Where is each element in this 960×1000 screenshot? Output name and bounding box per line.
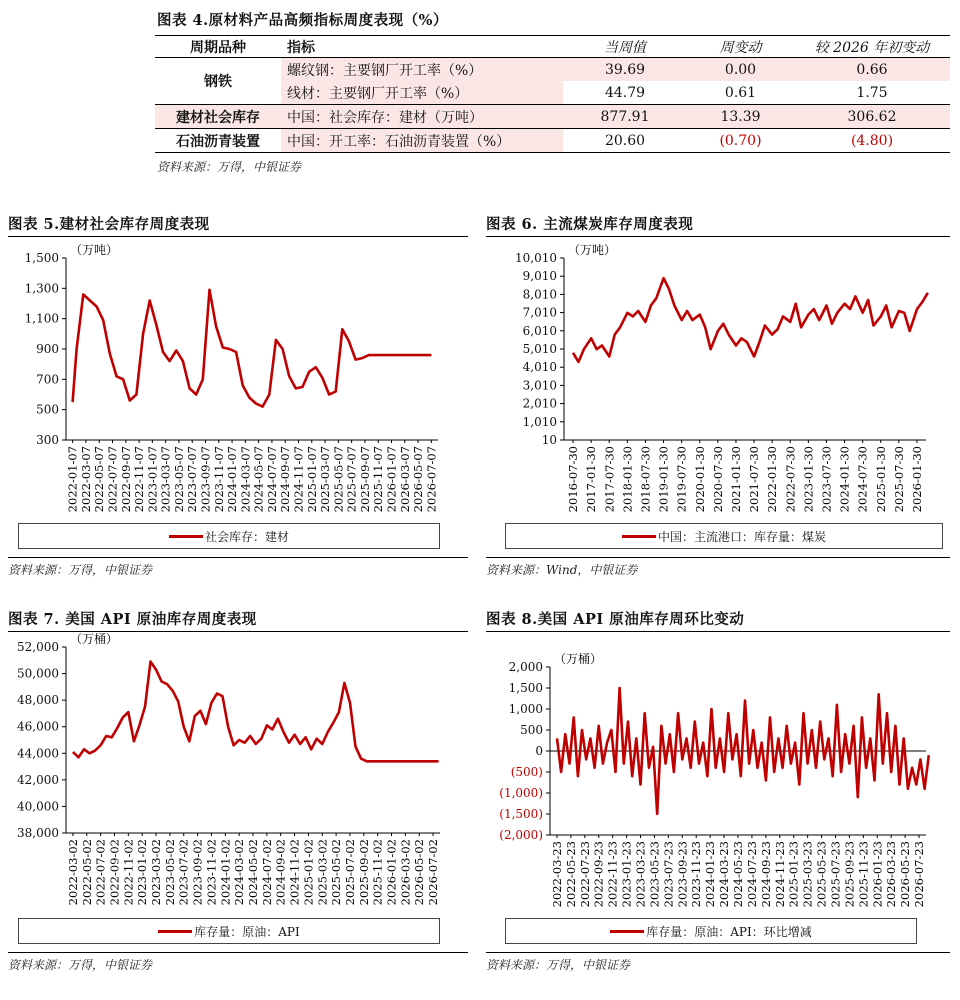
x-tick-label: 2018-01-30 [620,446,635,513]
chart8-top-rule [486,631,950,632]
category-cell: 石油沥青装置 [176,133,260,150]
x-tick-label: 2024-05-07 [251,446,266,513]
table-row [155,58,950,82]
x-tick-label: 2025-09-02 [356,839,371,906]
x-tick-label: 2016-07-30 [566,446,581,513]
y-tick-label: 9,010 [522,269,557,284]
x-tick-label: 2023-09-02 [190,839,205,906]
chart8-legend [505,918,917,944]
x-tick-label: 2023-05-07 [171,446,186,513]
x-tick-label: 2025-07-07 [344,446,359,513]
chart7-legend [18,918,440,944]
x-tick-label: 2023-07-23 [661,841,676,908]
x-tick-label: 2025-11-02 [370,839,385,906]
x-tick-label: 2022-03-02 [65,839,80,906]
x-tick-label: 2026-05-07 [411,446,426,513]
x-tick-label: 2025-05-02 [329,839,344,906]
chart8-source: 资料来源：万得，中银证券 [486,958,631,972]
x-tick-label: 2024-03-23 [717,841,732,908]
table-header-row [155,36,950,58]
x-tick-label: 2023-01-30 [801,446,816,513]
y-tick-label: 7,010 [522,305,557,320]
x-tick-label: 2025-03-23 [800,841,815,908]
x-tick-label: 2024-07-02 [259,839,274,906]
y-tick-label: 10,010 [515,251,557,265]
x-tick-label: 2026-03-07 [397,446,412,513]
x-tick-label: 2023-07-30 [819,446,834,513]
y-tick-label: 500 [520,723,543,737]
x-tick-label: 2025-09-23 [842,841,857,908]
x-tick-label: 2023-03-07 [158,446,173,513]
x-tick-label: 2022-01-07 [65,446,80,513]
x-tick-label: 2025-07-30 [891,446,906,513]
chart7-legend-label: 库存量：原油：API [194,924,300,939]
y-tick-label: 500 [36,402,59,417]
y-tick-label: 52,000 [17,640,59,654]
x-tick-label: 2022-09-02 [107,839,122,906]
y-tick-label: 5,010 [522,342,557,356]
x-tick-label: 2022-09-07 [118,446,133,513]
y-tick-label: 42,000 [17,772,59,787]
table4-source: 资料来源：万得，中银证券 [157,160,302,174]
wow-cell: 13.39 [687,105,794,129]
x-tick-label: 2022-03-23 [549,841,564,908]
x-tick-label: 2023-01-23 [619,841,634,908]
x-tick-label: 2023-05-02 [162,839,177,906]
wow-cell: 0.61 [724,84,757,101]
chart5-title: 图表 5.建材社会库存周度表现 [8,216,210,233]
x-tick-label: 2024-09-07 [278,446,293,513]
x-tick-label: 2022-07-07 [105,446,120,513]
x-tick-label: 2024-07-07 [264,446,279,513]
y-tick-label: 1,000 [508,702,543,716]
x-tick-label: 2025-05-07 [331,446,346,513]
x-tick-label: 2024-07-23 [744,841,759,908]
chart6-top-rule [486,236,950,237]
header-indicator: 指标 [287,39,315,56]
y-tick-label: 8,010 [522,287,557,302]
value-cell: 20.60 [604,132,646,149]
y-tick-label: 300 [36,433,59,447]
y-tick-label: 38,000 [17,826,59,840]
x-tick-label: 2024-07-30 [855,446,870,513]
chart7-plot [0,633,470,948]
chart6-bottom-rule [486,557,950,558]
unit-label: （万桶） [554,652,603,666]
y-tick-label: 1,100 [24,311,59,326]
chart8-title: 图表 8.美国 API 原油库存周环比变动 [486,611,745,628]
x-tick-label: 2025-09-07 [357,446,372,513]
x-tick-label: 2022-09-23 [591,841,606,908]
x-tick-label: 2026-01-02 [384,839,399,906]
x-tick-label: 2018-07-30 [638,446,653,513]
x-tick-label: 2025-01-07 [304,446,319,513]
value-cell: 39.69 [563,58,687,82]
x-tick-label: 2020-01-30 [692,446,707,513]
header-category: 周期品种 [190,39,246,56]
series-line [573,278,928,362]
x-tick-label: 2026-03-02 [398,839,413,906]
chart6-source: 资料来源：Wind，中银证券 [486,563,638,577]
x-tick-label: 2024-05-23 [731,841,745,908]
x-tick-label: 2023-11-07 [211,446,226,513]
x-tick-label: 2023-07-02 [176,839,191,906]
x-tick-label: 2022-07-23 [577,841,592,908]
chart7-bottom-rule [8,952,468,953]
x-tick-label: 2019-07-30 [674,446,689,513]
x-tick-label: 2022-11-07 [132,446,147,513]
x-tick-label: 2026-07-02 [426,839,441,906]
x-tick-label: 2024-05-02 [246,839,260,906]
x-tick-label: 2025-11-23 [856,841,871,908]
x-tick-label: 2023-07-07 [185,446,200,513]
x-tick-label: 2022-01-30 [765,446,780,513]
x-tick-label: 2017-01-30 [584,446,599,513]
y-tick-label: 10 [541,433,557,447]
x-tick-label: 2026-01-23 [870,841,885,908]
x-tick-label: 2024-03-07 [238,446,253,513]
x-tick-label: 2021-07-30 [747,446,762,513]
y-tick-label: 1,500 [24,251,59,265]
x-tick-label: 2024-03-02 [232,839,247,906]
x-tick-label: 2023-03-02 [149,839,164,906]
x-tick-label: 2023-09-07 [198,446,213,513]
x-tick-label: 2023-11-23 [689,841,704,908]
table-row [155,129,950,153]
y-tick-label: 0 [535,744,543,758]
chart5-plot [0,238,470,558]
x-tick-label: 2025-11-07 [371,446,386,513]
x-tick-label: 2023-03-23 [633,841,648,908]
x-tick-label: 2022-11-02 [121,839,136,906]
x-tick-label: 2023-01-07 [145,446,160,513]
x-tick-label: 2025-01-30 [873,446,888,513]
x-tick-label: 2023-01-02 [135,839,150,906]
x-tick-label: 2026-03-23 [884,841,899,908]
x-tick-label: 2026-01-30 [909,446,924,513]
x-tick-label: 2022-07-30 [783,446,798,513]
chart7-title: 图表 7. 美国 API 原油库存周度表现 [8,611,257,628]
x-tick-label: 2026-05-02 [412,839,427,906]
x-tick-label: 2024-09-02 [273,839,288,906]
chart5-legend-label: 社会库存：建材 [204,529,289,544]
x-tick-label: 2025-03-07 [318,446,333,513]
chart6-legend-label: 中国：主流港口：库存量：煤炭 [657,529,826,544]
unit-label: （万吨） [568,243,617,257]
x-tick-label: 2024-11-07 [291,446,306,513]
x-tick-label: 2025-07-02 [342,839,357,906]
header-value: 当周值 [604,39,646,56]
chart5-top-rule [8,236,468,237]
chart8-legend-label: 库存量：原油：API：环比增减 [646,924,812,939]
indicator-cell: 螺纹钢：主要钢厂开工率（%） [281,58,563,82]
x-tick-label: 2024-01-02 [218,839,233,906]
x-tick-label: 2025-07-23 [828,841,843,908]
series-line [73,290,432,407]
y-tick-label: 2,010 [522,396,557,411]
x-tick-label: 2024-09-23 [758,841,773,908]
ytd-cell: 306.62 [794,105,950,129]
y-tick-label: 4,010 [522,360,557,375]
chart5-source: 资料来源：万得，中银证券 [8,563,153,577]
x-tick-label: 2021-01-30 [728,446,743,513]
ytd-cell: 0.66 [794,58,950,82]
wow-cell: 0.00 [687,58,794,82]
x-tick-label: 2022-05-07 [92,446,107,513]
chart5-legend [18,523,440,549]
x-tick-label: 2022-11-23 [605,841,620,908]
y-tick-label: 48,000 [17,693,59,708]
y-tick-label: 1,300 [24,281,59,296]
indicator-cell: 中国：开工率：石油沥青装置（%） [281,129,563,153]
x-tick-label: 2024-01-07 [225,446,240,513]
legend-line-icon [169,535,203,538]
unit-label: （万桶） [70,633,119,646]
legend-line-icon [610,930,644,933]
ytd-cell: 1.75 [856,84,888,101]
x-tick-label: 2025-01-23 [786,841,801,908]
y-tick-label: 1,010 [522,414,557,429]
x-tick-label: 2025-01-02 [301,839,316,906]
x-tick-label: 2026-07-23 [912,841,927,908]
x-tick-label: 2024-01-30 [837,446,852,513]
value-cell: 44.79 [604,84,646,101]
x-tick-label: 2024-11-23 [772,841,787,908]
header-wow: 周变动 [719,39,762,56]
indicator-cell: 中国：社会库存：建材（万吨） [281,105,563,129]
table-row [155,105,950,129]
legend-line-icon [622,535,656,538]
series-line [73,662,439,762]
x-tick-label: 2025-03-02 [315,839,330,906]
y-tick-label: 44,000 [17,746,59,761]
x-tick-label: 2022-05-02 [79,839,94,906]
y-tick-label: 6,010 [522,323,557,338]
x-tick-label: 2023-05-23 [647,841,662,908]
legend-line-icon [158,930,192,933]
chart7-source: 资料来源：万得，中银证券 [8,958,153,972]
y-tick-label: (1,000) [499,786,543,800]
category-cell: 钢铁 [204,74,232,90]
unit-label: （万吨） [70,243,119,257]
value-cell: 877.91 [563,105,687,129]
x-tick-label: 2024-01-23 [703,841,718,908]
y-tick-label: 700 [36,372,59,387]
chart8-plot [478,633,958,948]
x-tick-label: 2019-01-30 [656,446,671,513]
x-tick-label: 2026-01-07 [384,446,399,513]
y-tick-label: 2,000 [508,660,543,674]
x-tick-label: 2026-07-07 [424,446,439,513]
table4 [155,35,950,153]
chart6-plot [478,238,958,558]
ytd-cell: (4.80) [850,132,894,149]
header-ytd: 较 2026 年初变动 [814,39,930,56]
x-tick-label: 2022-05-23 [563,841,578,908]
wow-cell: (0.70) [719,132,762,149]
y-tick-label: (500) [510,765,543,779]
indicator-cell: 线材：主要钢厂开工率（%） [281,81,563,105]
x-tick-label: 2020-07-30 [710,446,725,513]
x-tick-label: 2025-05-23 [814,841,829,908]
x-tick-label: 2026-05-23 [898,841,913,908]
x-tick-label: 2022-07-02 [93,839,108,906]
y-tick-label: 50,000 [17,666,59,681]
y-tick-label: (2,000) [499,828,543,842]
y-tick-label: 1,500 [508,681,543,695]
y-tick-label: 46,000 [17,719,59,734]
x-tick-label: 2024-11-02 [287,839,302,906]
x-tick-label: 2017-07-30 [602,446,617,513]
y-tick-label: 40,000 [17,799,59,814]
chart7-top-rule [8,631,468,632]
chart5-bottom-rule [8,557,468,558]
table4-title: 图表 4.原材料产品高频指标周度表现（%） [157,12,448,29]
x-tick-label: 2022-03-07 [78,446,93,513]
chart6-legend [505,523,943,549]
x-tick-label: 2023-11-02 [204,839,219,906]
y-tick-label: (1,500) [499,807,543,821]
chart8-bottom-rule [486,952,950,953]
y-tick-label: 3,010 [522,378,557,393]
category-cell: 建材社会库存 [155,105,281,129]
y-tick-label: 900 [36,342,59,356]
chart6-title: 图表 6. 主流煤炭库存周度表现 [486,216,694,233]
x-tick-label: 2023-09-23 [675,841,690,908]
